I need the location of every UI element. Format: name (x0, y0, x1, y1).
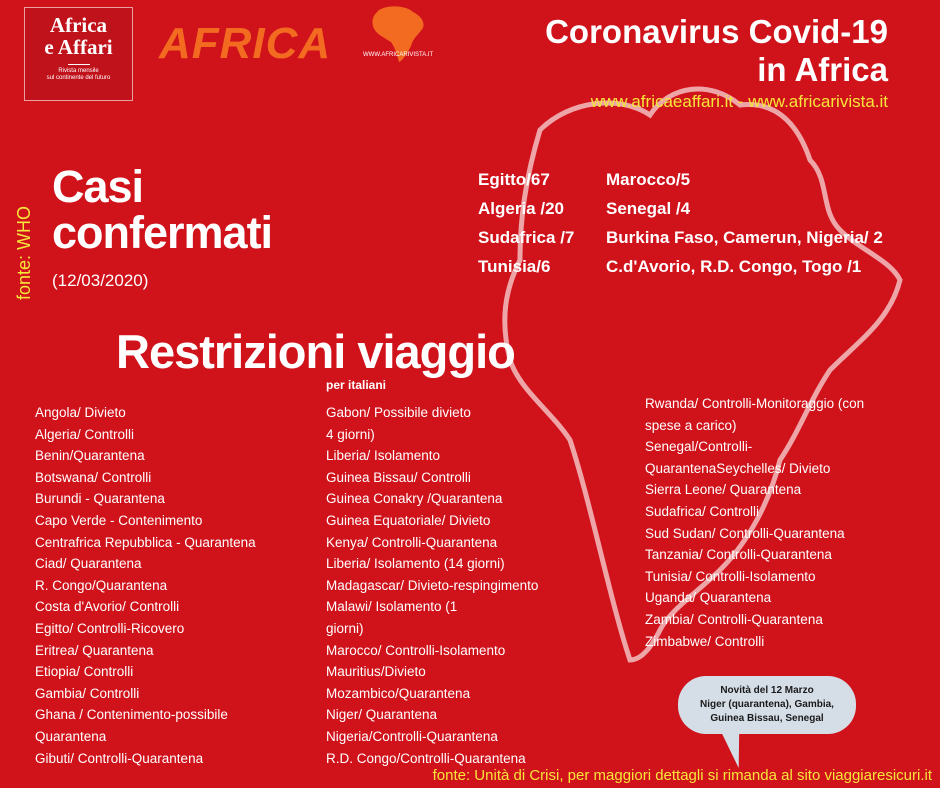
confirmed-title-line2: confermati (52, 207, 273, 258)
source-who: fonte: WHO (14, 205, 34, 300)
restriction-item: Gabon/ Possibile divieto (326, 405, 471, 420)
restriction-item: R.D. Congo/Controlli-Quarantena (326, 750, 526, 766)
restriction-item: Zambia/ Controlli-Quarantena (645, 611, 823, 627)
restriction-item: Burundi - Quarantena (35, 491, 165, 507)
news-line2: Niger (quarantena), Gambia, (700, 699, 834, 710)
restriction-item: Algeria/ Controlli (35, 426, 135, 442)
restriction-item: Nigeria/Controlli-Quarantena (326, 728, 498, 744)
restriction-item: Senegal/Controlli- (645, 439, 753, 455)
restriction-item: Malawi/ Isolamento (1 (326, 599, 458, 615)
restriction-item: Niger/ Quarantena (326, 707, 438, 723)
restriction-item: Benin/Quarantena (35, 448, 145, 464)
restriction-item: Tunisia/ Controlli-Isolamento (645, 568, 816, 584)
restrictions-column-2 (326, 402, 576, 769)
logo-divider (68, 64, 90, 65)
confirmed-title-line1: Casi (52, 161, 144, 212)
restriction-item: Mozambico/Quarantena (326, 685, 471, 701)
case-count-item: Sudafrica /7 (478, 228, 575, 247)
logo-sub2: sul continente del futuro (46, 75, 111, 81)
restriction-item: Sudafrica/ Controlli (645, 503, 760, 519)
cases-column-1 (478, 165, 606, 281)
restriction-item: Etiopia/ Controlli (35, 664, 134, 680)
restriction-item: Sud Sudan/ Controlli-Quarantena (645, 525, 845, 541)
restrictions-title: Restrizioni viaggio (116, 325, 515, 378)
restriction-item: 4 giorni) (326, 426, 375, 442)
header-urls: www.africaeaffari.it - www.africarivista.it (590, 92, 888, 111)
restriction-item: Gibuti/ Controlli-Quarantena (35, 750, 204, 766)
restriction-item: Ghana / Contenimento-possibile (35, 707, 228, 723)
restriction-item: Marocco/ Controlli-Isolamento (326, 642, 506, 658)
restriction-item: Liberia/ Isolamento (14 giorni) (326, 556, 505, 572)
restriction-item: QuarantenaSeychelles/ Divieto (645, 460, 831, 476)
case-count-item: Senegal /4 (606, 199, 691, 218)
case-count-item: Burkina Faso, Camerun, Nigeria/ 2 (606, 228, 883, 247)
restrictions-subtitle: per italiani (326, 378, 387, 392)
restriction-item: R. Congo/Quarantena (35, 577, 168, 593)
restriction-item: Costa d'Avorio/ Controlli (35, 599, 180, 615)
restriction-item: Guinea Bissau/ Controlli (326, 469, 471, 485)
news-line1: Novità del 12 Marzo (720, 685, 814, 696)
restriction-item: Botswana/ Controlli (35, 469, 152, 485)
restriction-item: Liberia/ Isolamento (326, 448, 441, 464)
africa-logo-url: WWW.AFRICARIVISTA.IT (363, 52, 434, 58)
case-count-item: C.d'Avorio, R.D. Congo, Togo /1 (606, 257, 862, 276)
case-count-item: Tunisia/6 (478, 257, 551, 276)
news-line3: Guinea Bissau, Senegal (710, 713, 824, 724)
restriction-item: Kenya/ Controlli-Quarantena (326, 534, 498, 550)
logo-line1: Africa (49, 13, 108, 37)
restriction-item: Eritrea/ Quarantena (35, 642, 154, 658)
restriction-item: Ciad/ Quarantena (35, 556, 142, 572)
restriction-item: Angola/ Divieto (35, 405, 126, 420)
restriction-item: Capo Verde - Contenimento (35, 512, 203, 528)
restriction-item: Rwanda/ Controlli-Monitoraggio (con (645, 396, 865, 411)
confirmed-date: (12/03/2020) (52, 271, 149, 290)
logo-sub1: Rivista mensile (58, 68, 99, 74)
restriction-item: Madagascar/ Divieto-respingimento (326, 577, 539, 593)
case-count-item: Egitto/67 (478, 170, 550, 189)
restriction-item: Quarantena (35, 728, 107, 744)
restrictions-column-1 (35, 402, 305, 769)
logo-line2: e Affari (44, 35, 113, 59)
restrictions-column-3 (645, 393, 905, 652)
africa-e-affari-logo (24, 7, 133, 101)
restriction-item: spese a carico) (645, 417, 737, 433)
restriction-item: Uganda/ Quarantena (645, 590, 772, 606)
restriction-item: Guinea Equatoriale/ Divieto (326, 512, 491, 528)
restriction-item: Zimbabwe/ Controlli (645, 633, 765, 649)
confirmed-cases-title (52, 161, 273, 258)
restriction-item: Tanzania/ Controlli-Quarantena (645, 547, 832, 563)
restriction-item: Guinea Conakry /Quarantena (326, 491, 503, 507)
page-title (468, 13, 888, 89)
restriction-item: Centrafrica Repubblica - Quarantena (35, 534, 256, 550)
footer-source: fonte: Unità di Crisi, per maggiori dettagli si rimanda al sito viaggiaresicuri.it (432, 767, 932, 784)
title-line2: in Africa (757, 51, 888, 88)
restriction-item: Sierra Leone/ Quarantena (645, 482, 802, 498)
restriction-item: Mauritius/Divieto (326, 664, 426, 680)
restriction-item: Gambia/ Controlli (35, 685, 140, 701)
africa-rivista-logo (157, 4, 447, 70)
case-count-item: Marocco/5 (606, 170, 691, 189)
cases-column-2 (606, 165, 926, 281)
news-speech-bubble (678, 676, 856, 734)
case-count-item: Algeria /20 (478, 199, 564, 218)
africa-wordmark: AFRICA (159, 19, 332, 68)
title-line1: Coronavirus Covid-19 (545, 13, 888, 50)
restriction-item: giorni) (326, 620, 364, 636)
restriction-item: Egitto/ Controlli-Ricovero (35, 620, 185, 636)
